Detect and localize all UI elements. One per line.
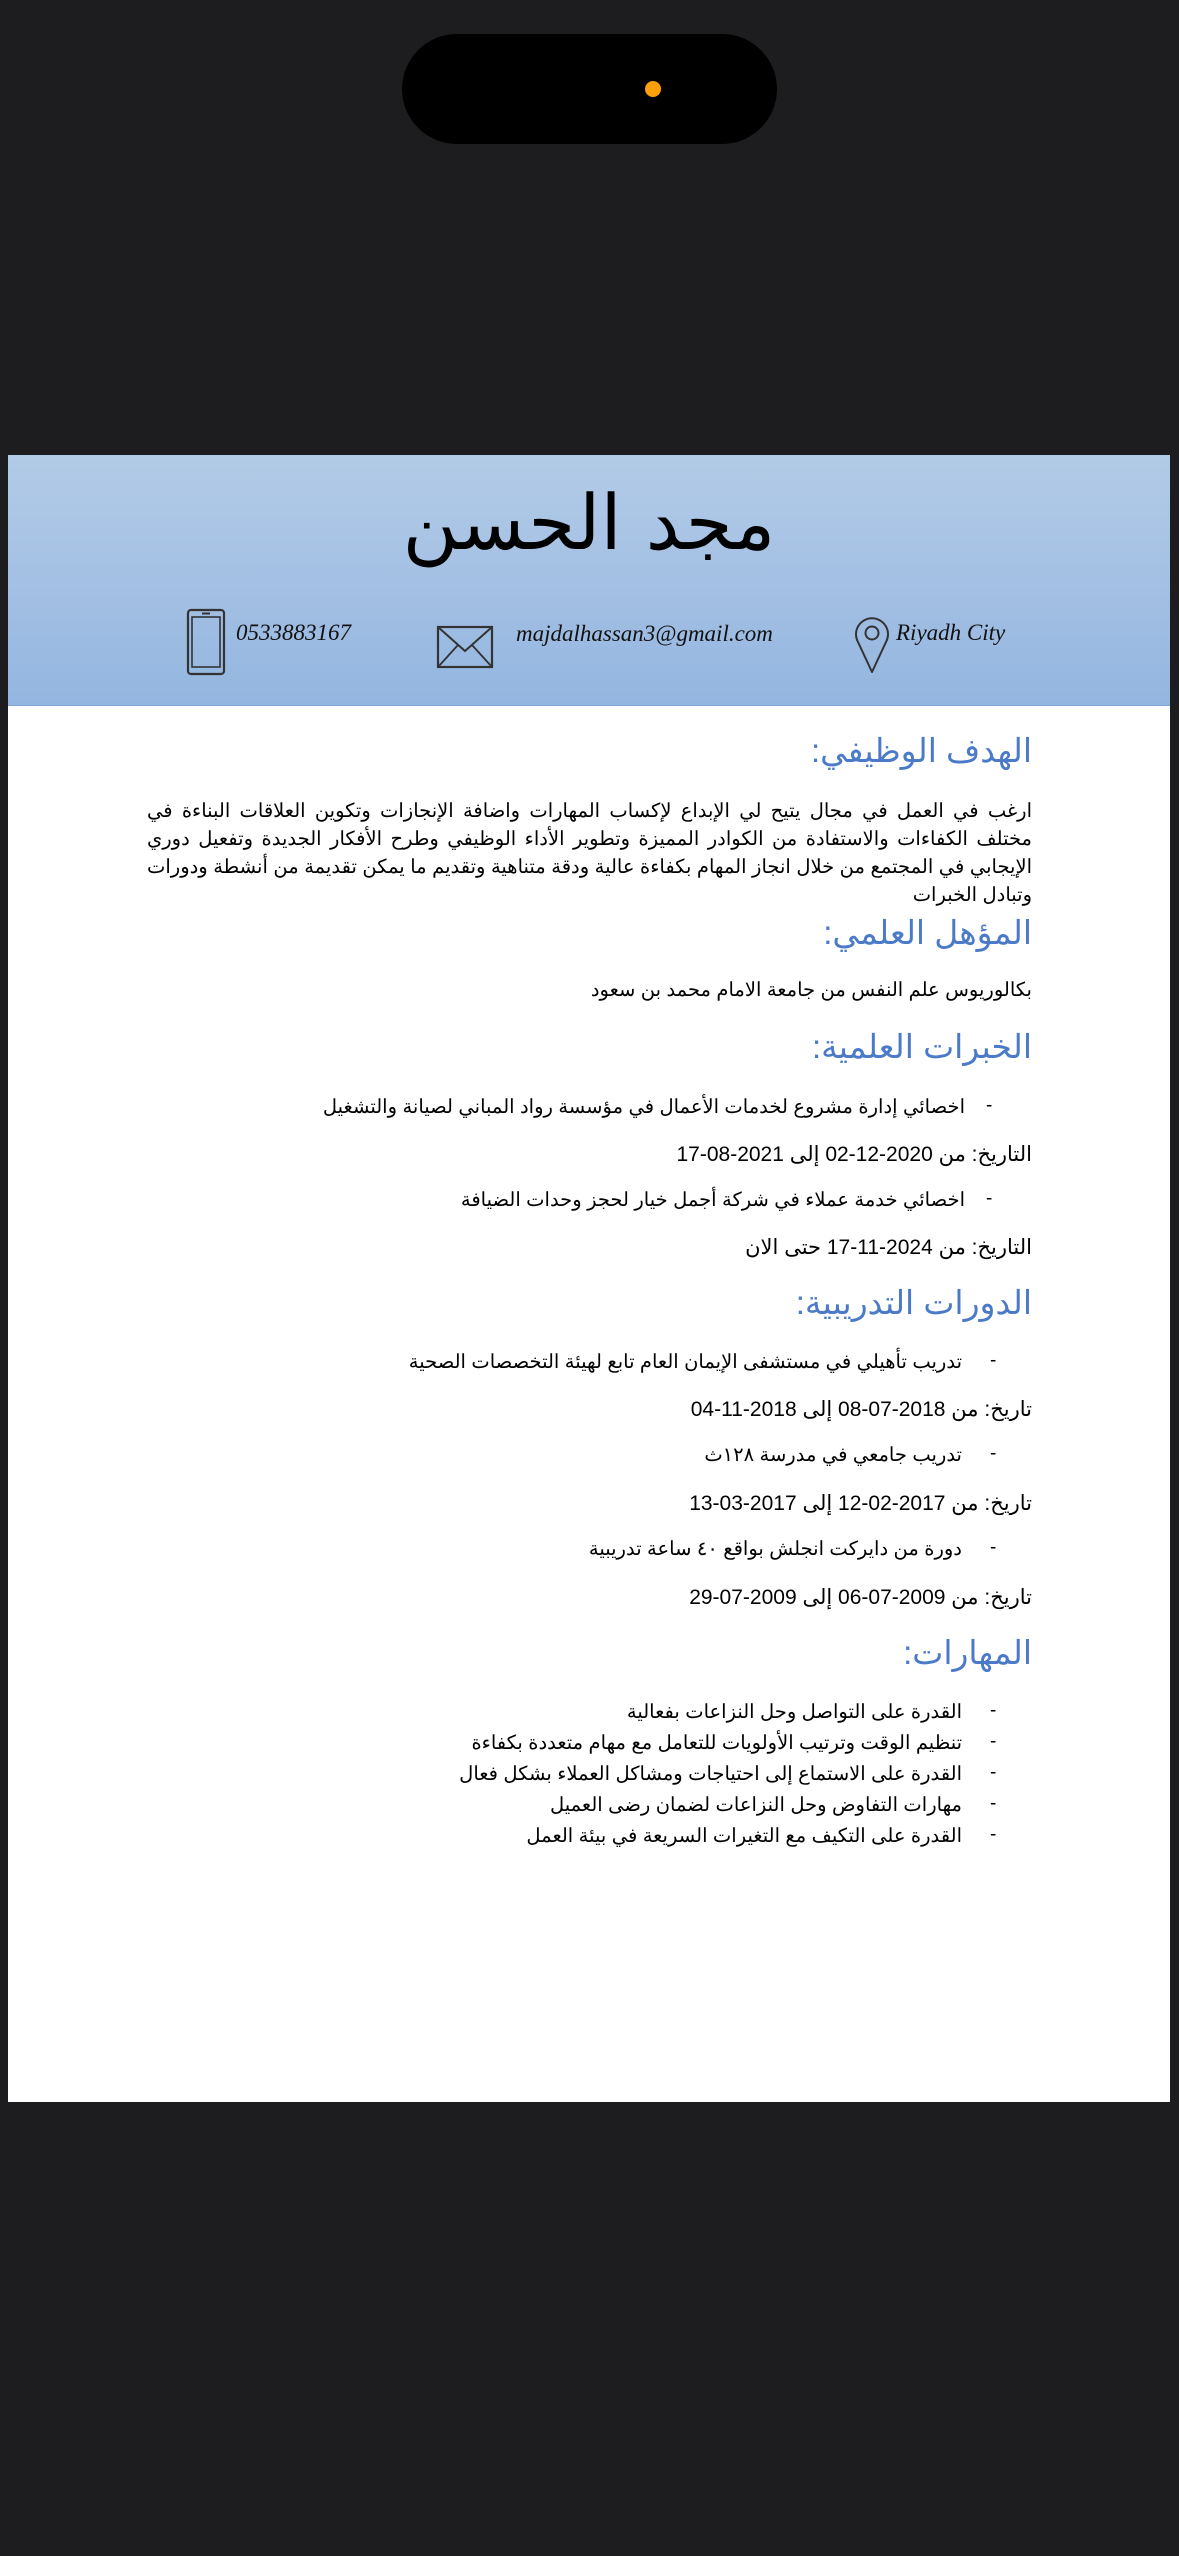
training-title: تدريب تأهيلي في مستشفى الإيمان العام تابع لهيئة التخصصات الصحية xyxy=(408,1351,962,1373)
dynamic-island xyxy=(402,34,777,144)
experience-heading: الخبرات العلمية: xyxy=(811,1028,1032,1065)
list-bullet: - xyxy=(986,1188,993,1209)
education-heading: المؤهل العلمي: xyxy=(823,914,1032,951)
objective-heading: الهدف الوظيفي: xyxy=(811,732,1032,769)
list-bullet: - xyxy=(990,1700,997,1721)
list-bullet: - xyxy=(990,1443,997,1464)
list-bullet: - xyxy=(990,1537,997,1558)
list-bullet: - xyxy=(990,1762,997,1783)
phone-number: 0533883167 xyxy=(236,620,351,645)
list-bullet: - xyxy=(990,1793,997,1814)
experience-date: التاريخ: من 2024-11-17 حتى الان xyxy=(745,1236,1032,1259)
resume-document[interactable] xyxy=(8,455,1170,2102)
location-text: Riyadh City xyxy=(896,620,1006,645)
privacy-indicator-dot xyxy=(645,81,661,97)
skill-item: القدرة على الاستماع إلى احتياجات ومشاكل العملاء بشكل فعال xyxy=(459,1763,962,1785)
contact-email xyxy=(436,607,773,677)
list-bullet: - xyxy=(990,1824,997,1845)
skill-item: القدرة على التواصل وحل النزاعات بفعالية xyxy=(626,1701,962,1723)
training-title: تدريب جامعي في مدرسة ١٢٨ث xyxy=(704,1444,962,1466)
list-bullet: - xyxy=(990,1731,997,1752)
skill-item: تنظيم الوقت وترتيب الأولويات للتعامل مع مهام متعددة بكفاءة xyxy=(471,1732,962,1754)
objective-text: ارغب في العمل في مجال يتيح لي الإبداع لإكساب المهارات واضافة الإنجازات وتكوين العلاقات البناءة في مختلف الكفاءات والاستفادة من الكوادر المميزة وتطوير الأداء الوظيفي وطرح الأفكار الجديدة وتفعيل دوري الإيجابي في المجتمع من خلال انجاز المهام بكفاءة عالية ودقة متناهية وتقديم ما يمكن تقديمة من أنشطة ودورات وتبادل الخبرات xyxy=(147,800,1032,906)
training-date: تاريخ: من 2009-07-06 إلى 2009-07-29 xyxy=(689,1586,1032,1609)
contact-location xyxy=(854,607,1005,677)
list-bullet: - xyxy=(986,1095,993,1116)
map-pin-icon xyxy=(854,616,890,674)
training-date: تاريخ: من 2017-02-12 إلى 2017-03-13 xyxy=(689,1492,1032,1515)
skill-item: القدرة على التكيف مع التغيرات السريعة في بيئة العمل xyxy=(526,1825,962,1847)
envelope-icon xyxy=(436,625,494,669)
training-heading: الدورات التدريبية: xyxy=(795,1284,1032,1321)
phone-icon xyxy=(186,608,226,676)
skill-item: مهارات التفاوض وحل النزاعات لضمان رضى العميل xyxy=(549,1794,962,1816)
resume-name: مجد الحسن xyxy=(402,478,776,567)
list-bullet: - xyxy=(990,1350,997,1371)
experience-title: اخصائي إدارة مشروع لخدمات الأعمال في مؤسسة رواد المباني لصيانة والتشغيل xyxy=(322,1096,965,1118)
experience-title: اخصائي خدمة عملاء في شركة أجمل خيار لحجز وحدات الضيافة xyxy=(460,1189,965,1211)
training-date: تاريخ: من 2018-07-08 إلى 2018-11-04 xyxy=(690,1398,1032,1421)
email-address: majdalhassan3@gmail.com xyxy=(516,621,773,646)
experience-date: التاريخ: من 2020-12-02 إلى 2021-08-17 xyxy=(676,1143,1032,1166)
contact-phone xyxy=(186,607,351,677)
training-title: دورة من دايركت انجلش بواقع ٤٠ ساعة تدريبية xyxy=(588,1538,962,1560)
skills-heading: المهارات: xyxy=(903,1634,1032,1671)
education-text: بكالوريوس علم النفس من جامعة الامام محمد بن سعود xyxy=(590,979,1032,1001)
resume-header xyxy=(8,455,1170,706)
